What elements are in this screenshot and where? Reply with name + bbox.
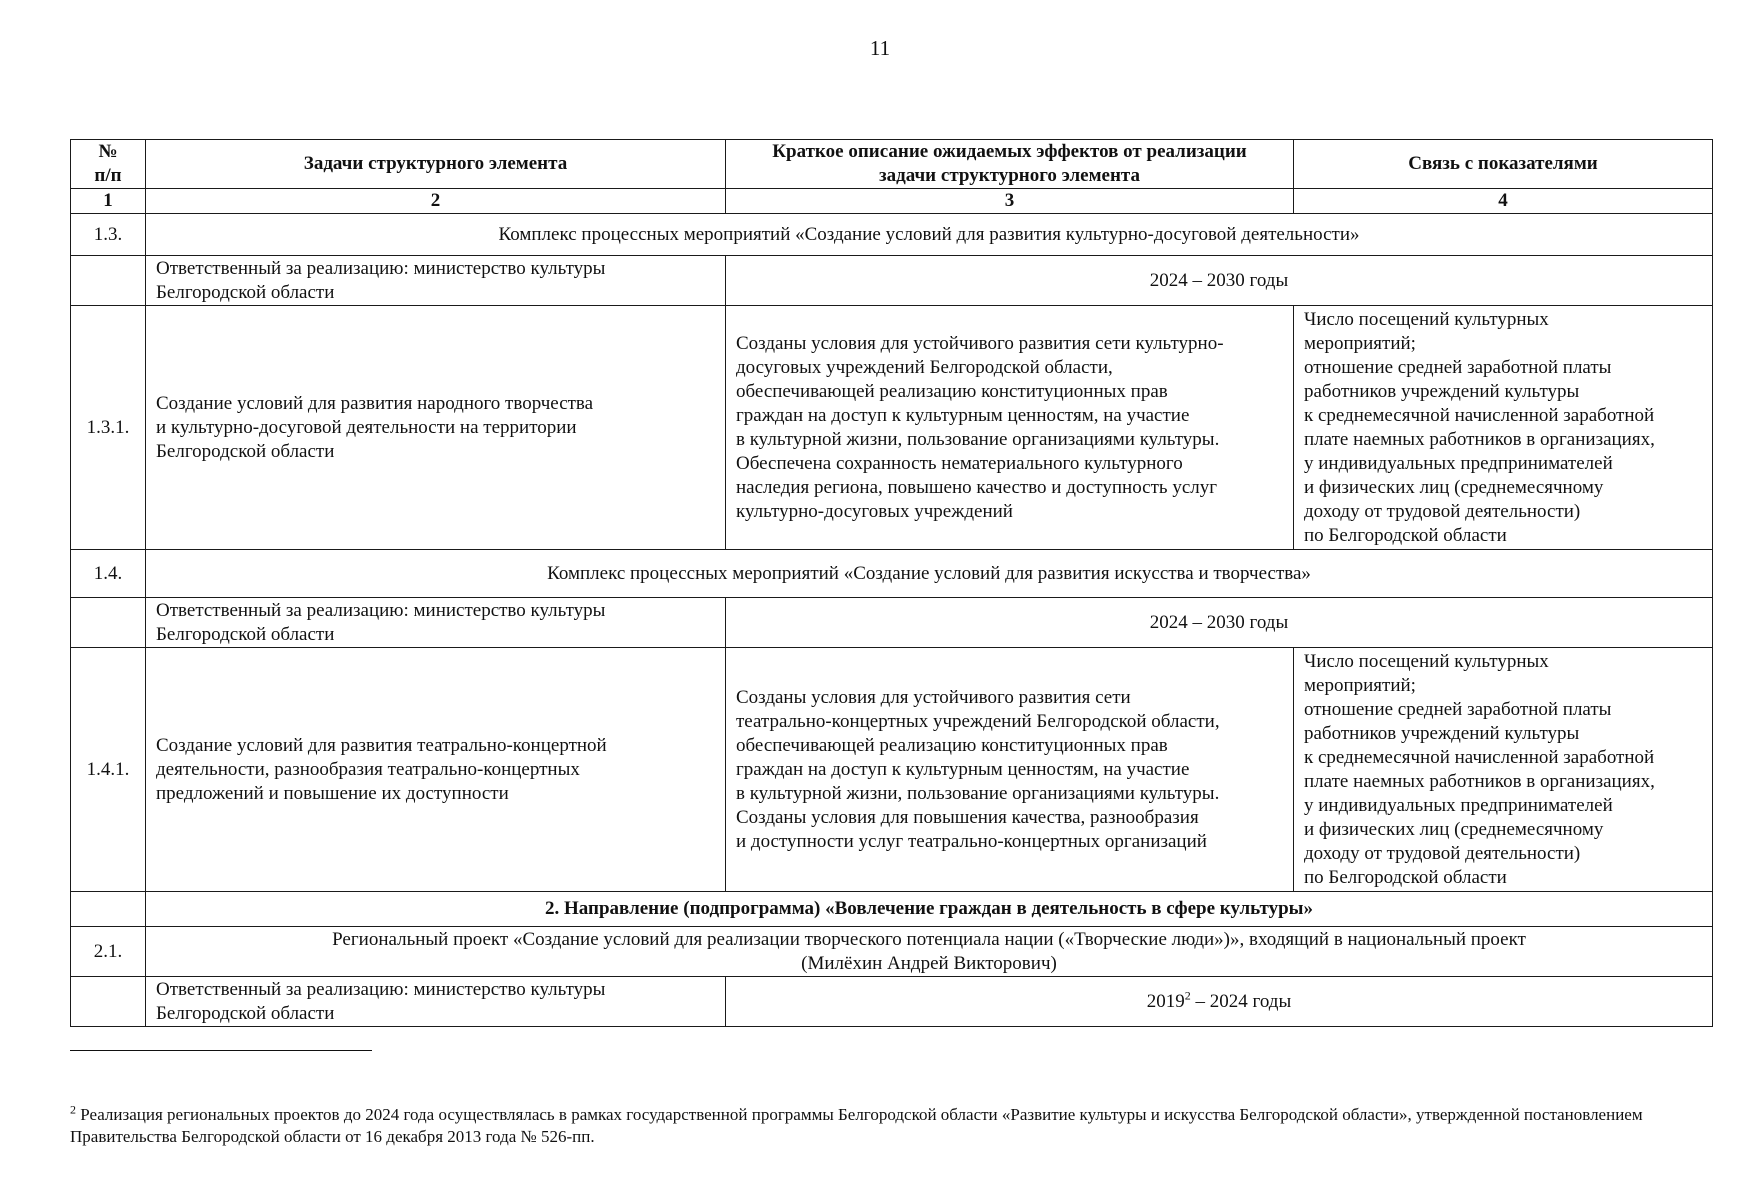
effect-text: Созданы условия для устойчивого развития сети театрально-концертных учреждений Белгородской области, обеспечивающей реализацию конституционных прав граждан на доступ к культурным ценностям, на участие в культурной жизни, пользование организациями культуры. Созданы условия для повышения качества, разнообразия и доступности услуг театрально-концертных организаций: [726, 648, 1294, 892]
column-number: 4: [1294, 189, 1713, 214]
header-tasks: Задачи структурного элемента: [146, 140, 726, 189]
section-title: Комплекс процессных мероприятий «Создание условий для развития искусства и творчества»: [146, 550, 1713, 598]
footnote: [70, 1104, 1710, 1148]
section-number: 1.4.: [71, 550, 146, 598]
header-indicators: Связь с показателями: [1294, 140, 1713, 189]
header-num: № п/п: [71, 140, 146, 189]
responsible-text: Ответственный за реализацию: министерство культуры Белгородской области: [146, 256, 726, 306]
footnote-reference: 2: [1184, 988, 1191, 1003]
section-row-2-1: [71, 927, 1713, 977]
empty-cell: [71, 892, 146, 927]
period-text: 2019$^2$ – 2024 годы: [726, 977, 1713, 1027]
responsible-row-1-3: [71, 256, 1713, 306]
task-text: Создание условий для развития театрально-концертной деятельности, разнообразия театрально-концертных предложений и повышение их доступности: [146, 648, 726, 892]
page-number: 11: [869, 36, 891, 60]
period-text: 2024 – 2030 годы: [726, 598, 1713, 648]
section-number: 2.1.: [71, 927, 146, 977]
period-text: 2024 – 2030 годы: [726, 256, 1713, 306]
row-number: 1.3.1.: [71, 306, 146, 550]
section-title: Региональный проект «Создание условий для реализации творческого потенциала нации («Творческие люди»)», входящий в национальный проект (Милёхин Андрей Викторович): [146, 927, 1713, 977]
responsible-text: Ответственный за реализацию: министерство культуры Белгородской области: [146, 977, 726, 1027]
indicators-text: Число посещений культурных мероприятий; отношение средней заработной платы работников учреждений культуры к среднемесячной начисленной заработной плате наемных работников в организациях, у индивидуальных предпринимателей и физических лиц (среднемесячному доходу от трудовой деятельности) по Белгородской области: [1294, 306, 1713, 550]
table-header-row: [71, 140, 1713, 189]
header-effects: Краткое описание ожидаемых эффектов от реализации задачи структурного элемента: [726, 140, 1294, 189]
table-row-1-3-1: [71, 306, 1713, 550]
empty-cell: [71, 977, 146, 1027]
table-row-1-4-1: [71, 648, 1713, 892]
section-row-1-3: [71, 214, 1713, 256]
direction-title: 2. Направление (подпрограмма) «Вовлечение граждан в деятельность в сфере культуры»: [146, 892, 1713, 927]
column-number: 2: [146, 189, 726, 214]
section-number: 1.3.: [71, 214, 146, 256]
column-number: 3: [726, 189, 1294, 214]
footnote-marker: 2: [70, 1102, 76, 1117]
task-text: Создание условий для развития народного творчества и культурно-досуговой деятельности на территории Белгородской области: [146, 306, 726, 550]
responsible-row-1-4: [71, 598, 1713, 648]
column-numbers-row: [71, 189, 1713, 214]
row-number: 1.4.1.: [71, 648, 146, 892]
indicators-text: Число посещений культурных мероприятий; отношение средней заработной платы работников учреждений культуры к среднемесячной начисленной заработной плате наемных работников в организациях, у индивидуальных предпринимателей и физических лиц (среднемесячному доходу от трудовой деятельности) по Белгородской области: [1294, 648, 1713, 892]
direction-row-2: [71, 892, 1713, 927]
structural-elements-table: [70, 139, 1713, 1027]
footnote-divider: [70, 1050, 372, 1051]
section-row-1-4: [71, 550, 1713, 598]
effect-text: Созданы условия для устойчивого развития сети культурно- досуговых учреждений Белгородской области, обеспечивающей реализацию конституционных прав граждан на доступ к культурным ценностям, на участие в культурной жизни, пользование организациями культуры. Обеспечена сохранность нематериального культурного наследия региона, повышено качество и доступность услуг культурно-досуговых учреждений: [726, 306, 1294, 550]
footnote-text: Реализация региональных проектов до 2024 года осуществлялась в рамках государственной программы Белгородской области «Развитие культуры и искусства Белгородской области», утвержденной постановлением Правительства Белгородской области от 16 декабря 2013 года № 526-пп.: [70, 1105, 1643, 1146]
empty-cell: [71, 256, 146, 306]
responsible-text: Ответственный за реализацию: министерство культуры Белгородской области: [146, 598, 726, 648]
section-title: Комплекс процессных мероприятий «Создание условий для развития культурно-досуговой деятельности»: [146, 214, 1713, 256]
column-number: 1: [71, 189, 146, 214]
empty-cell: [71, 598, 146, 648]
responsible-row-2-1: [71, 977, 1713, 1027]
